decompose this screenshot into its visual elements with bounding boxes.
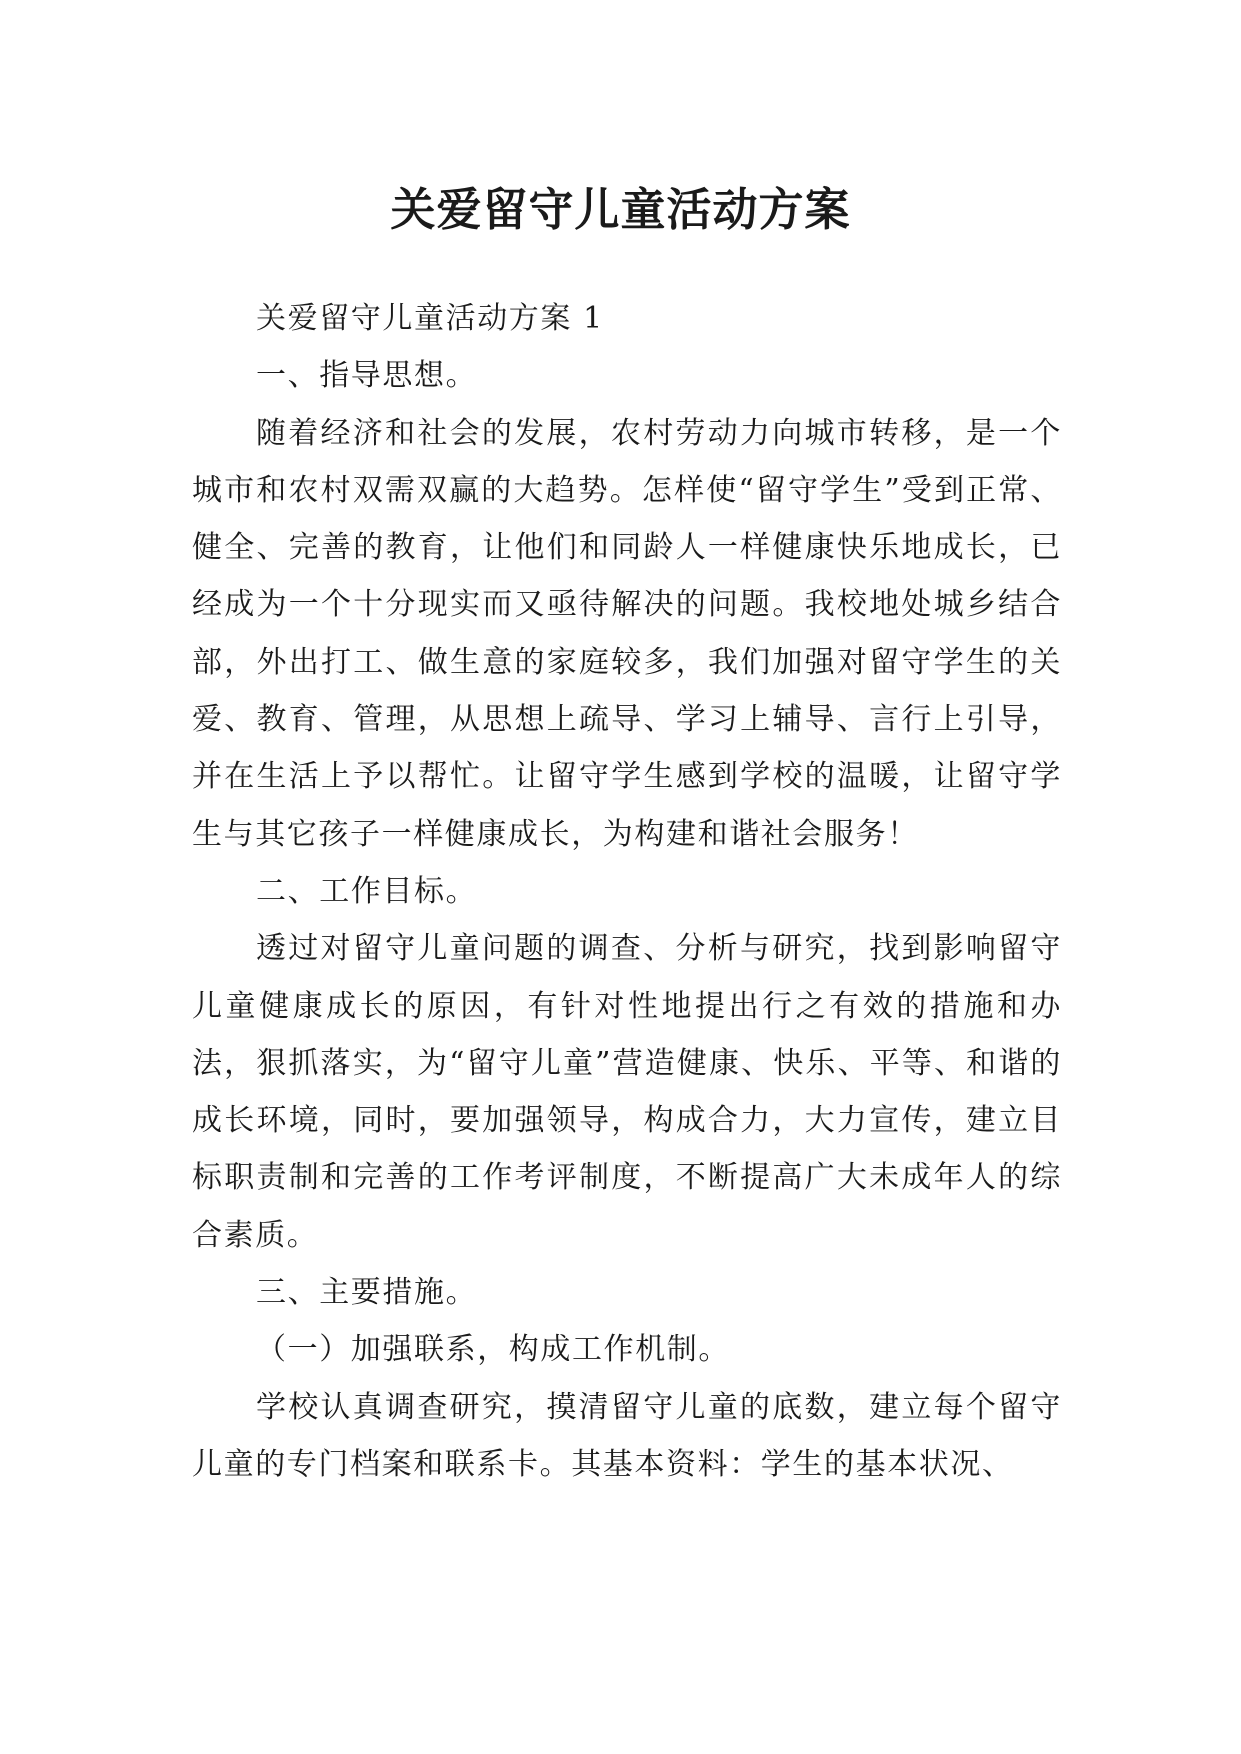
heading-guiding-ideology: 一、指导思想。	[256, 358, 478, 394]
heading-main-measures: 三、主要措施。	[256, 1275, 478, 1311]
heading-work-goals: 二、工作目标。	[256, 873, 478, 909]
document-title: 关爱留守儿童活动方案	[390, 183, 851, 237]
paragraph-measure-1: 学校认真调查研究，摸清留守儿童的底数，建立每个留守儿童的专门档案和联系卡。其基本资料：学生的基本状况、	[192, 1389, 1062, 1482]
paragraph-work-goals: 透过对留守儿童问题的调查、分析与研究，找到影响留守儿童健康成长的原因，有针对性地提出行之有效的措施和办法，狠抓落实，为“留守儿童”营造健康、快乐、平等、和谐的成长环境，同时，要加强领导，构成合力，大力宣传，建立目标职责制和完善的工作考评制度，不断提高广大未成年人的综合素质。	[192, 931, 1062, 1253]
paragraph-guiding-ideology: 随着经济和社会的发展，农村劳动力向城市转移，是一个城市和农村双需双赢的大趋势。怎样使“留守学生”受到正常、健全、完善的教育，让他们和同龄人一样健康快乐地成长，已经成为一个十分现实而又亟待解决的问题。我校地处城乡结合部，外出打工、做生意的家庭较多，我们加强对留守学生的关爱、教育、管理，从思想上疏导、学习上辅导、言行上引导，并在生活上予以帮忙。让留守学生感到学校的温暖，让留守学生与其它孩子一样健康成长，为构建和谐社会服务！	[192, 415, 1062, 852]
subheading-measure-1: （一）加强联系，构成工作机制。	[256, 1332, 730, 1368]
section-subtitle: 关爱留守儿童活动方案 1	[256, 301, 604, 336]
document-body	[192, 290, 1062, 1493]
